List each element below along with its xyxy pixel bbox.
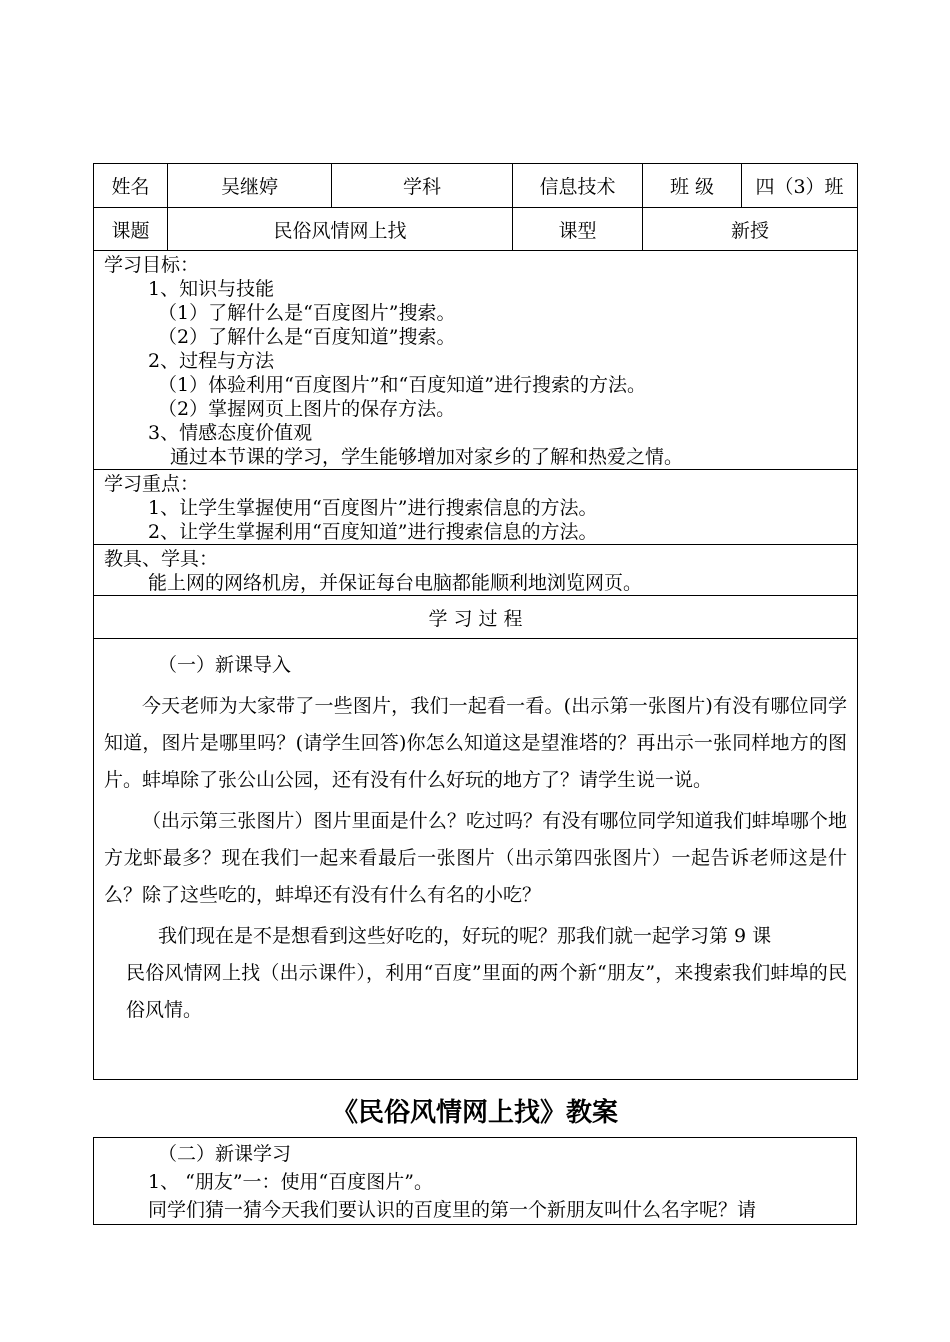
objective-line: （2）掌握网页上图片的保存方法。: [158, 398, 456, 420]
intro-title: （一）新课导入: [158, 654, 292, 676]
objective-line: 1、知识与技能: [148, 278, 275, 300]
objective-line: （1）体验利用“百度图片”和“百度知道”进行搜索的方法。: [158, 374, 646, 396]
tools-section: [94, 545, 858, 596]
lesson-info-table: [93, 163, 858, 1080]
subject-label: 学科: [332, 164, 513, 208]
new-lesson-table: [93, 1137, 857, 1225]
subject-value: 信息技术: [513, 164, 643, 208]
new-lesson-title: （二）新课学习: [158, 1143, 292, 1165]
objective-line: 3、情感态度价值观: [148, 422, 313, 444]
process-section: [94, 639, 858, 1080]
class-value: 四（3）班: [742, 164, 858, 208]
process-paragraph-start: 我们现在是不是想看到这些好吃的，好玩的呢？那我们就一起学习第 9 课: [158, 925, 772, 947]
type-label: 课型: [513, 208, 643, 251]
tools-line: 能上网的网络机房，并保证每台电脑都能顺利地浏览网页。: [148, 572, 643, 594]
new-lesson-line: 1、 “朋友”一：使用“百度图片”。: [148, 1171, 433, 1193]
class-label: 班 级: [643, 164, 742, 208]
topic-label: 课题: [94, 208, 168, 251]
document-title: 《民俗风情网上找》教案: [331, 1098, 618, 1128]
objective-line: （2）了解什么是“百度知道”搜索。: [158, 326, 456, 348]
process-paragraph: （出示第三张图片）图片里面是什么？吃过吗？有没有哪位同学知道我们蚌埠哪个地方龙虾最多？现在我们一起来看最后一张图片（出示第四张图片）一起告诉老师这是什么？除了这些吃的，蚌埠还有没有什么有名的小吃？: [104, 810, 847, 906]
name-value: 吴继婷: [168, 164, 332, 208]
key-points-section: [94, 470, 858, 545]
type-value: 新授: [643, 208, 858, 251]
process-paragraph-rest: 民俗风情网上找（出示课件），利用“百度”里面的两个新“朋友”，来搜索我们蚌埠的民俗风情。: [126, 962, 847, 1021]
objective-line: （1）了解什么是“百度图片”搜索。: [158, 302, 456, 324]
key-point-line: 1、让学生掌握使用“百度图片”进行搜索信息的方法。: [148, 497, 598, 519]
objective-line: 通过本节课的学习，学生能够增加对家乡的了解和热爱之情。: [170, 446, 684, 468]
key-points-heading: 学习重点：: [104, 473, 200, 495]
objectives-heading: 学习目标：: [104, 254, 200, 276]
topic-value: 民俗风情网上找: [168, 208, 513, 251]
new-lesson-section: [94, 1138, 857, 1225]
tools-heading: 教具、学具：: [104, 548, 219, 570]
key-point-line: 2、让学生掌握利用“百度知道”进行搜索信息的方法。: [148, 521, 598, 543]
new-lesson-line: 同学们猜一猜今天我们要认识的百度里的第一个新朋友叫什么名字呢？请: [148, 1199, 757, 1221]
process-heading: 学 习 过 程: [94, 596, 858, 639]
objectives-section: [94, 251, 858, 470]
name-label: 姓名: [94, 164, 168, 208]
process-paragraph: 今天老师为大家带了一些图片，我们一起看一看。(出示第一张图片)有没有哪位同学知道，图片是哪里吗？(请学生回答)你怎么知道这是望淮塔的？再出示一张同样地方的图片。蚌埠除了张公山公园，还有没有什么好玩的地方了？请学生说一说。: [104, 695, 847, 791]
objective-line: 2、过程与方法: [148, 350, 275, 372]
